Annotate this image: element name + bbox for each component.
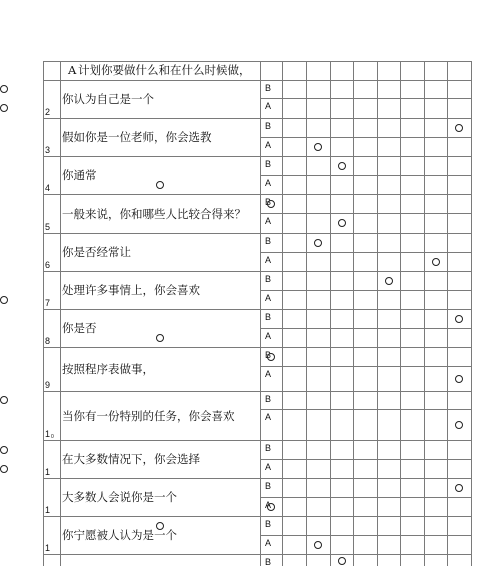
option-letter: B <box>265 519 272 529</box>
question-text: 你通常 <box>62 168 97 182</box>
option-letter: B <box>265 121 272 131</box>
row-number: 6 <box>45 260 51 270</box>
row-number: 4 <box>45 183 51 193</box>
row-divider-line <box>43 391 472 392</box>
row-number: 3 <box>45 145 51 155</box>
answer-circle <box>314 541 322 549</box>
answer-circle <box>0 296 8 304</box>
row-divider-line <box>43 309 472 310</box>
row-divider-line <box>43 233 472 234</box>
option-divider-line <box>260 366 472 367</box>
row-number: 9 <box>45 380 51 390</box>
option-divider-line <box>260 459 472 460</box>
header-label: A <box>68 63 77 77</box>
question-text: 你是否经常让 <box>62 245 131 259</box>
option-letter: B <box>265 197 272 207</box>
option-letter: A <box>265 538 272 548</box>
row-number: 2 <box>45 107 51 117</box>
answer-circle <box>338 557 346 565</box>
option-letter: B <box>265 350 272 360</box>
column-line <box>377 61 378 566</box>
option-letter: B <box>265 557 272 567</box>
row-divider-line <box>43 440 472 441</box>
answer-circle <box>455 484 463 492</box>
row-divider-line <box>43 554 472 555</box>
column-line <box>353 61 354 566</box>
option-letter: B <box>265 274 272 284</box>
question-text: 假如你是一位老师，你会选教 <box>62 130 212 144</box>
row-number: 7 <box>45 298 51 308</box>
option-letter: A <box>265 462 272 472</box>
answer-circle <box>432 258 440 266</box>
answer-circle <box>0 446 8 454</box>
answer-circle <box>156 181 164 189</box>
answer-circle <box>455 315 463 323</box>
row-divider-line <box>43 80 472 81</box>
column-line <box>330 61 331 566</box>
column-line <box>282 61 283 566</box>
question-text: 大多数人会说你是一个 <box>62 490 177 504</box>
row-number: 1 <box>45 429 51 439</box>
answer-circle <box>0 396 8 404</box>
row-number: 1 <box>45 543 51 553</box>
option-letter: A <box>265 412 272 422</box>
row-divider-line <box>43 61 472 62</box>
question-text: 你是否 <box>62 321 97 335</box>
question-text: 在大多数情况下，你会选择 <box>62 452 200 466</box>
answer-circle <box>156 334 164 342</box>
row-divider-line <box>43 271 472 272</box>
answer-circle <box>0 104 8 112</box>
option-divider-line <box>260 290 472 291</box>
option-divider-line <box>260 98 472 99</box>
row-number: 1 <box>45 505 51 515</box>
option-letter: B <box>265 312 272 322</box>
option-letter: B <box>265 159 272 169</box>
row-divider-line <box>43 194 472 195</box>
option-letter: B <box>265 394 272 404</box>
option-letter: A <box>265 369 272 379</box>
option-letter: A <box>265 178 272 188</box>
option-letter: A <box>265 216 272 226</box>
question-text: 当你有一份特别的任务，你会喜欢 <box>62 409 235 423</box>
row-divider-line <box>43 156 472 157</box>
row-divider-line <box>43 516 472 517</box>
column-line <box>424 61 425 566</box>
option-divider-line <box>260 497 472 498</box>
row-number-suffix: 0 <box>51 434 54 440</box>
option-divider-line <box>260 535 472 536</box>
header-text: 计划你要做什么和在什么时候做， <box>78 63 251 77</box>
row-divider-line <box>43 478 472 479</box>
option-letter: B <box>265 443 272 453</box>
column-line <box>400 61 401 566</box>
column-line <box>43 61 44 566</box>
row-number: 8 <box>45 336 51 346</box>
answer-circle <box>455 375 463 383</box>
answer-circle <box>385 277 393 285</box>
row-divider-line <box>43 347 472 348</box>
row-divider-line <box>43 118 472 119</box>
column-line <box>60 61 61 566</box>
answer-circle <box>267 200 275 208</box>
question-text: 按照程序表做事， <box>62 362 154 376</box>
question-text: 你宁愿被人认为是一个 <box>62 528 177 542</box>
option-divider-line <box>260 213 472 214</box>
option-divider-line <box>260 409 472 410</box>
row-number: 1 <box>45 467 51 477</box>
answer-circle <box>338 219 346 227</box>
answer-circle <box>455 124 463 132</box>
option-letter: A <box>265 500 272 510</box>
option-divider-line <box>260 252 472 253</box>
question-text: 一般来说，你和哪些人比较合得来？ <box>62 207 246 221</box>
answer-circle <box>0 465 8 473</box>
option-divider-line <box>260 137 472 138</box>
option-letter: B <box>265 83 272 93</box>
column-line <box>260 61 261 566</box>
answer-circle <box>267 353 275 361</box>
option-divider-line <box>260 175 472 176</box>
option-letter: A <box>265 255 272 265</box>
option-letter: A <box>265 331 272 341</box>
option-letter: B <box>265 481 272 491</box>
question-text: 处理许多事情上，你会喜欢 <box>62 283 200 297</box>
option-letter: A <box>265 140 272 150</box>
answer-circle <box>338 162 346 170</box>
option-letter: A <box>265 101 272 111</box>
option-divider-line <box>260 328 472 329</box>
answer-circle <box>314 143 322 151</box>
answer-circle <box>156 522 164 530</box>
option-letter: B <box>265 236 272 246</box>
answer-circle <box>314 239 322 247</box>
row-number: 5 <box>45 222 51 232</box>
question-text: 你认为自己是一个 <box>62 92 154 106</box>
column-line <box>471 61 472 566</box>
option-letter: A <box>265 293 272 303</box>
answer-circle <box>267 503 275 511</box>
answer-circle <box>0 85 8 93</box>
column-line <box>447 61 448 566</box>
answer-circle <box>455 421 463 429</box>
column-line <box>306 61 307 566</box>
